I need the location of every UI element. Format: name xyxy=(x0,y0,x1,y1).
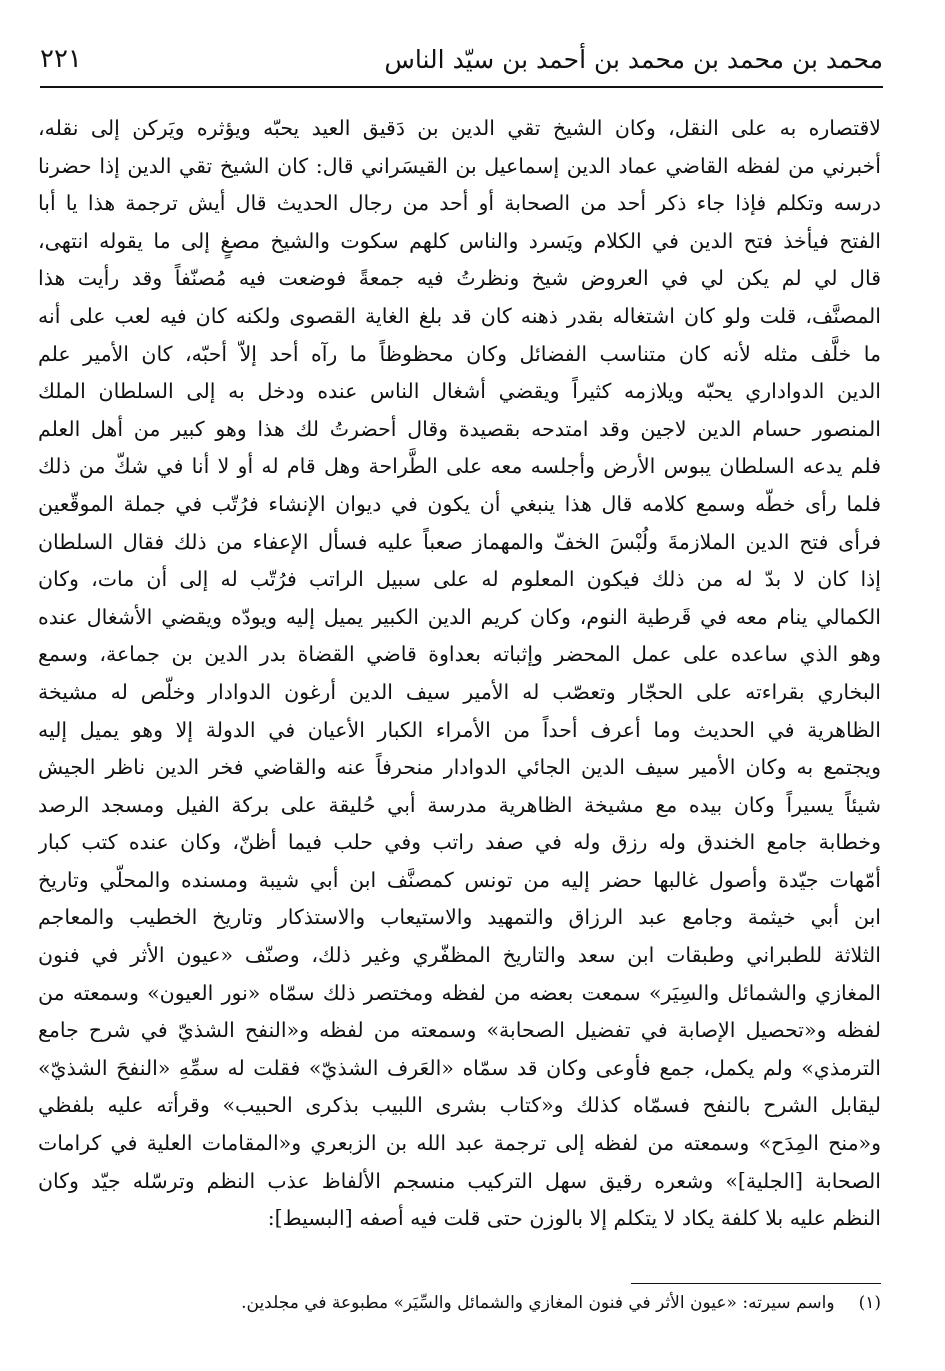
text-line: قال لي لم يكن لي في العروض شيخ ونظرتُ فيه جمعةً فوضعت فيه مُصنّفاً وقد رأيت هذا xyxy=(38,266,881,291)
text-line: أمّهات جيّدة وأصول غالبها حضر إليه من تونس كمصنَّف ابن أبي شيبة ومسنده والمحلّي وتاريخ xyxy=(38,867,881,892)
text-line: الظاهرية في الحديث وما أعرف أحداً من الأمراء الكبار الأعيان في الدولة إلا وهو يميل إليه xyxy=(38,717,881,742)
text-line: ليقابل الشرح بالنفح فسمّاه كذلك و«كتاب بشرى اللبيب بذكرى الحبيب» وقرأته عليه بلفظي xyxy=(38,1093,881,1118)
text-line: فلما رأى خطّه وسمع كلامه قال هذا ينبغي أن يكون في ديوان الإنشاء فرُتّب في جملة الموقّعين xyxy=(38,491,881,516)
text-line: فرأى فتح الدين الملازمةَ ولُبْسَ الخفّ والمهماز صعباً عليه فسأل الإعفاء من ذلك فقال السلطان xyxy=(38,529,881,554)
footnote xyxy=(40,1288,881,1318)
text-line: المنصور حسام الدين لاجين وقد امتدحه بقصيدة وقال أحضرتُ لك هذا وهو كبير من أهل العلم xyxy=(38,416,881,441)
text-line: لفظه و«تحصيل الإصابة في تفضيل الصحابة» وسمعته من لفظه و«النفح الشذيّ في شرح جامع xyxy=(38,1018,881,1043)
text-line: الفتح فيأخذ فتح الدين في الكلام ويَسرد والناس كلهم سكوت والشيخ مصغٍ إلى ما يقوله انتهى، xyxy=(38,228,881,253)
footnote-number: (١) xyxy=(858,1293,881,1313)
footnote-text: واسم سيرته: «عيون الأثر في فنون المغازي والشمائل والسِّيَر» مطبوعة في مجلدين. xyxy=(241,1293,835,1313)
footnote-divider xyxy=(631,1283,881,1284)
text-line: الترمذي» ولم يكمل، جمع فأوعى وكان قد سمّاه «العَرف الشذيّ» فقلت له سمِّهِ «النفحَ الشذيّ» xyxy=(38,1055,881,1080)
text-line: ويجتمع به وكان الأمير سيف الدين الجائي الدوادار منحرفاً عنه والقاضي فخر الدين ناظر الجيش xyxy=(38,755,881,780)
page-number: ٢٢١ xyxy=(40,44,82,74)
text-line: ما خلَّف مثله لأنه كان متناسب الفضائل وكان محظوظاً ما رآه أحد إلاّ أحبّه، كان الأمير علم xyxy=(38,341,881,366)
text-line: و«منح المِدَح» وسمعته من لفظه إلى ترجمة عبد الله بن الزبعري و«المقامات العلية في كرامات xyxy=(38,1131,881,1156)
text-line: أخبرني من لفظه القاضي عماد الدين إسماعيل بن القيسَراني قال: كان الشيخ تقي الدين إذا حضرنا xyxy=(38,153,881,178)
text-line: وخطابة جامع الخندق وله رزق وله في صفد راتب وفي حلب فيما أظنّ، وكان عنده كتب كبار xyxy=(38,830,881,855)
text-line: المصنَّف، قلت ولو كان اشتغاله بقدر ذهنه كان قد بلغ الغاية القصوى ولكنه كان فيه لعب على أنه xyxy=(38,303,881,328)
text-line: الكمالي ينام معه في قَرطية النوم، وكان كريم الدين الكبير يميل إليه ويودّه ويقضي الأشغال عنده xyxy=(38,604,881,629)
running-head-title: محمد بن محمد بن محمد بن أحمد بن سيّد الناس xyxy=(384,44,883,74)
text-line: الصحابة [الجلية]» وشعره رقيق سهل التركيب منسجم الألفاظ عذب النظم وترسّله جيّد وكان xyxy=(38,1168,881,1193)
main-text xyxy=(38,110,881,1238)
text-line: المغازي والشمائل والسِيَر» سمعت بعضه من لفظه ومختصر ذلك سمّاه «نور العيون» وسمعته من xyxy=(38,980,881,1005)
text-line: البخاري بقراءته على الحجّار وتعصّب له الأمير سيف الدين أرغون الدوادار وخلّص له مشيخة xyxy=(38,679,881,704)
text-line: درسه وتكلم فإذا جاء ذكر أحد من الصحابة أو أحد من رجال الحديث قال أيش ترجمة هذا يا أبا xyxy=(38,191,881,216)
text-line: ابن أبي خيثمة وجامع عبد الرزاق والتمهيد والاستيعاب والاستذكار وتاريخ الخطيب والمعاجم xyxy=(38,905,881,930)
text-line: وهو الذي ساعده على عمل المحضر وإثباته بعداوة قاضي القضاة بدر الدين بن جماعة، وسمع xyxy=(38,642,881,667)
text-line: فلم يدعه السلطان يبوس الأرض وأجلسه معه على الطَّراحة وهل قام له أو لا أنا في شكّ من ذلك xyxy=(38,454,881,479)
text-line: الدين الدواداري يحبّه ويلازمه كثيراً ويقضي أشغال الناس عنده ودخل به إلى السلطان الملك xyxy=(38,379,881,404)
page-header xyxy=(40,38,883,80)
text-line-last: النظم عليه بلا كلفة يكاد لا يتكلم إلا بالوزن حتى قلت فيه أصفه [البسيط]: xyxy=(267,1206,881,1231)
text-line: شيئاً يسيراً وكان بيده مع مشيخة الظاهرية مدرسة أبي حُليقة على بركة الفيل ومسجد الرصد xyxy=(38,792,881,817)
header-divider xyxy=(40,86,883,88)
text-line: لاقتصاره به على النقل، وكان الشيخ تقي الدين بن دَقيق العيد يحبّه ويؤثره ويَركن إلى نقله، xyxy=(38,116,881,140)
text-line: الثلاثة للطبراني وطبقات ابن سعد والتاريخ المظفّري وغير ذلك، وصنّف «عيون الأثر في فنون xyxy=(38,943,881,968)
text-line: إذا كان لا بدّ له من ذلك فيكون المعلوم له على سبيل الراتب فرُتّب له إلى أن مات، وكان xyxy=(38,567,881,592)
